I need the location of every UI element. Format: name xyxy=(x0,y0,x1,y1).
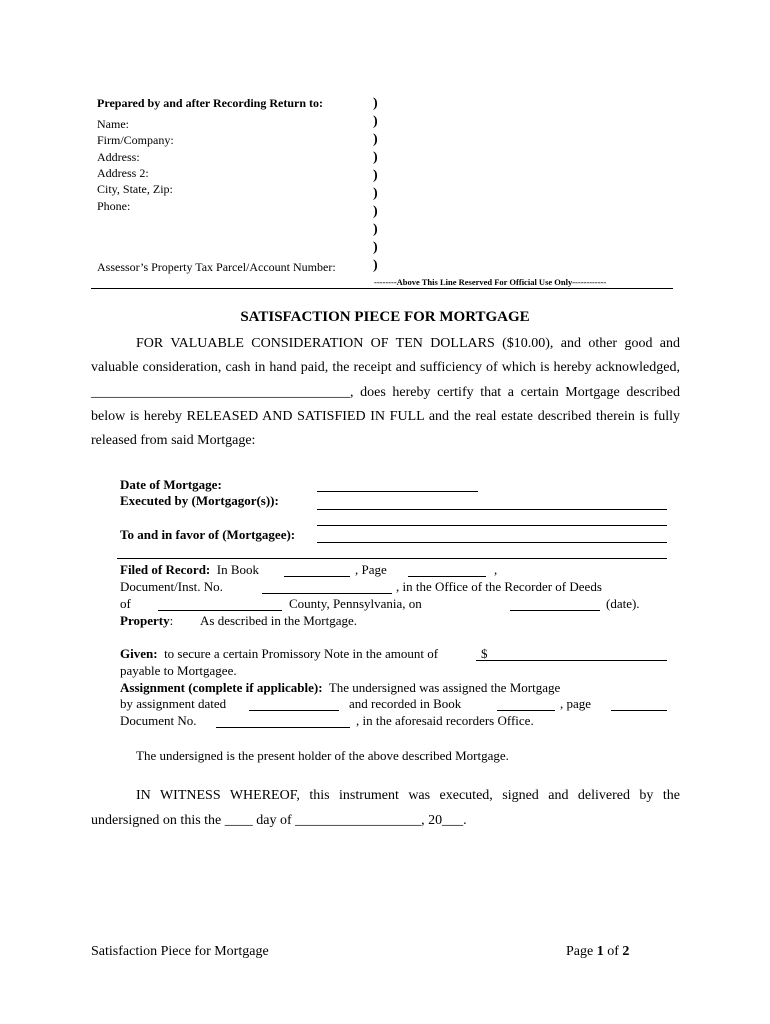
mortgagor-field[interactable] xyxy=(317,509,667,510)
filed-of-record-row: Filed of Record: In Book xyxy=(120,562,260,577)
county-text: County, Pennsylvania, on xyxy=(289,596,422,611)
by-assignment-label: by assignment dated xyxy=(120,696,227,711)
mortgagee-field-2[interactable] xyxy=(117,558,667,559)
recorder-office-text: , in the Office of the Recorder of Deeds xyxy=(396,579,602,594)
recorded-book-label: and recorded in Book xyxy=(349,696,462,711)
certifier-blank[interactable]: _____________________________________ xyxy=(91,385,350,400)
page-indicator: Page 1 of 2 xyxy=(566,944,630,959)
current-page: 1 xyxy=(596,944,604,959)
header-paren: ) xyxy=(373,168,378,183)
intro-line-4: below is hereby RELEASED AND SATISFIED IN FULL and the real estate described therein is fully xyxy=(91,409,680,424)
holder-statement: The undersigned is the present holder of the above described Mortgage. xyxy=(136,748,509,763)
document-no-field[interactable] xyxy=(216,727,350,728)
payable-text: payable to Mortgagee. xyxy=(120,663,237,678)
assignment-date-field[interactable] xyxy=(249,710,339,711)
aforesaid-text: , in the aforesaid recorders Office. xyxy=(356,713,534,728)
header-paren: ) xyxy=(373,222,378,237)
assignment-page-field[interactable] xyxy=(611,710,667,711)
header-paren: ) xyxy=(373,186,378,201)
mortgagee-field[interactable] xyxy=(317,542,667,543)
total-pages: 2 xyxy=(622,944,630,959)
header-paren: ) xyxy=(373,96,378,111)
assignment-row: Assignment (complete if applicable): The undersigned was assigned the Mortgage xyxy=(120,680,561,695)
name-label: Name: xyxy=(97,117,129,131)
address2-label: Address 2: xyxy=(97,166,149,180)
given-row: Given: to secure a certain Promissory Note in the amount of xyxy=(120,646,439,661)
in-favor-of-label: To and in favor of (Mortgagee): xyxy=(120,527,296,542)
filed-of-record-label: Filed of Record: xyxy=(120,562,211,577)
note-amount-field[interactable] xyxy=(476,660,667,661)
book-field[interactable] xyxy=(284,576,350,577)
header-divider xyxy=(91,288,673,289)
intro-line-1: FOR VALUABLE CONSIDERATION OF TEN DOLLARS ($10.00), and other good and xyxy=(136,336,680,351)
document-inst-label: Document/Inst. No. xyxy=(120,579,223,594)
official-use-notice: --------Above This Line Reserved For Official Use Only------------ xyxy=(374,277,607,287)
intro-line-3: _____________________________________, does hereby certify that a certain Mortgage described xyxy=(91,385,680,400)
firm-label: Firm/Company: xyxy=(97,133,174,147)
assignment-book-field[interactable] xyxy=(497,710,555,711)
intro-line-2: valuable consideration, cash in hand paid, the receipt and sufficiency of which is hereby acknowledged, xyxy=(91,360,680,375)
executed-by-label: Executed by (Mortgagor(s)): xyxy=(120,493,279,508)
page-field[interactable] xyxy=(408,576,486,577)
assignment-label: Assignment (complete if applicable): xyxy=(120,680,323,695)
intro-line-5: released from said Mortgage: xyxy=(91,433,256,448)
recording-date-field[interactable] xyxy=(510,610,600,611)
date-of-mortgage-field[interactable] xyxy=(317,491,478,492)
document-no-label: Document No. xyxy=(120,713,197,728)
assignment-page-label: , page xyxy=(560,696,592,711)
city-state-zip-label: City, State, Zip: xyxy=(97,182,173,196)
page-comma: , xyxy=(494,562,498,577)
header-paren: ) xyxy=(373,258,378,273)
property-row: Property: xyxy=(120,613,174,628)
footer-title: Satisfaction Piece for Mortgage xyxy=(91,944,269,959)
given-label: Given: xyxy=(120,646,158,661)
header-paren: ) xyxy=(373,240,378,255)
page-label: , Page xyxy=(355,562,387,577)
of-label: of xyxy=(120,596,131,611)
property-text: As described in the Mortgage. xyxy=(200,613,358,628)
document-title: SATISFACTION PIECE FOR MORTGAGE xyxy=(240,309,530,325)
dollar-sign: $ xyxy=(481,646,488,661)
header-paren: ) xyxy=(373,114,378,129)
parcel-number-label: Assessor’s Property Tax Parcel/Account Number: xyxy=(97,260,336,274)
prepared-by-heading: Prepared by and after Recording Return to: xyxy=(97,96,323,110)
date-suffix: (date). xyxy=(606,596,640,611)
witness-line-2: undersigned on this the ____ day of __________________, 20___. xyxy=(91,813,467,828)
address-label: Address: xyxy=(97,150,140,164)
document-inst-field[interactable] xyxy=(262,593,392,594)
header-paren: ) xyxy=(373,204,378,219)
property-label: Property xyxy=(120,613,170,628)
witness-line-1: IN WITNESS WHEREOF, this instrument was executed, signed and delivered by the xyxy=(136,788,680,803)
header-paren: ) xyxy=(373,132,378,147)
county-field[interactable] xyxy=(158,610,282,611)
header-paren: ) xyxy=(373,150,378,165)
mortgagor-field-2[interactable] xyxy=(317,525,667,526)
phone-label: Phone: xyxy=(97,199,131,213)
date-of-mortgage-label: Date of Mortgage: xyxy=(120,477,222,492)
